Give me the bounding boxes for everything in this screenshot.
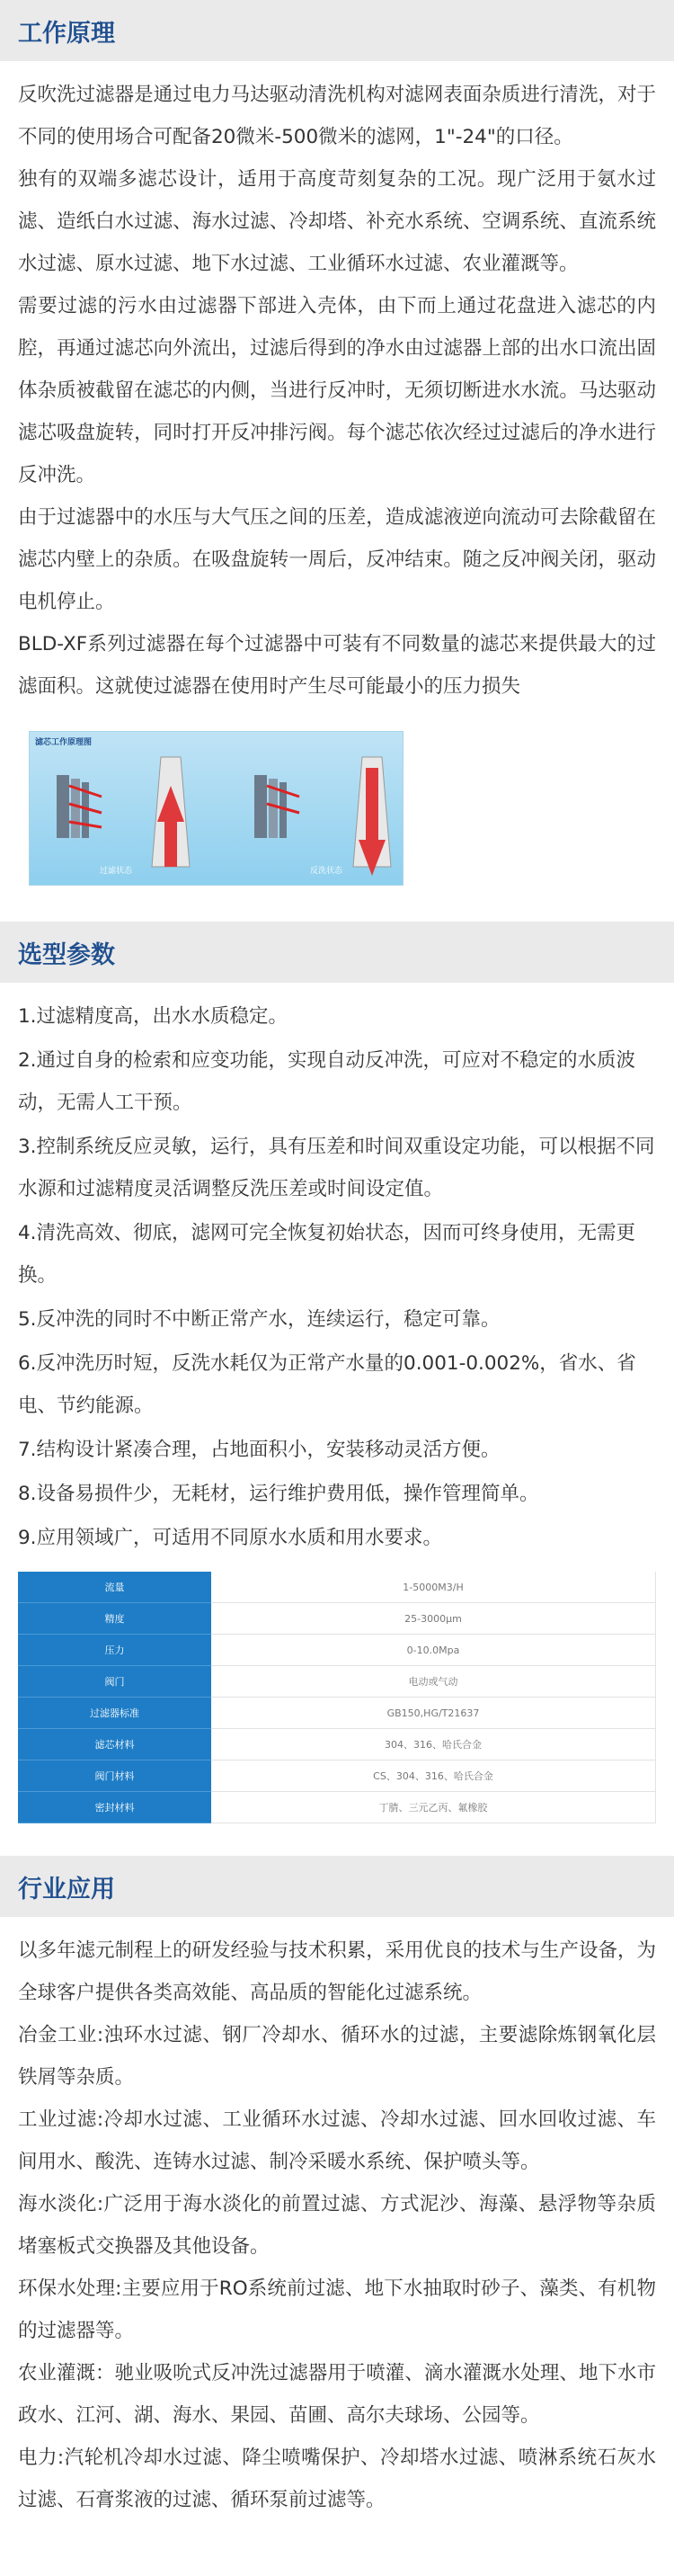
table-row [18,1698,656,1729]
spec-key: 流量 [18,1572,211,1603]
spec-table [18,1572,656,1823]
feature-item: 8.设备易损件少，无耗材，运行维护费用低，操作管理简单。 [18,1483,539,1505]
table-row [18,1572,656,1603]
filter-housing-left [57,775,102,838]
spec-key: 滤芯材料 [18,1729,211,1760]
feature-item: 1.过滤精度高，出水水质稳定。 [18,1005,288,1028]
industry-paragraph: 环保水处理:主要应用于RO系统前过滤、地下水抽取时砂子、藻类、有机物的过滤器等。 [18,2277,656,2342]
industry-section [0,1856,674,2530]
table-row [18,1760,656,1792]
filter-housing-right [254,775,299,838]
feature-item: 2.通过自身的检索和应变功能，实现自动反冲洗，可应对不稳定的水质波动，无需人工干预。 [18,1049,636,1114]
filter-cone-right [353,757,391,876]
spec-key: 过滤器标准 [18,1698,211,1729]
industry-paragraph: 以多年滤元制程上的研发经验与技术积累，采用优良的技术与生产设备，为全球客户提供各类高效能、高品质的智能化过滤系统。 [18,1939,656,2004]
industry-paragraph: 电力:汽轮机冷却水过滤、降尘喷嘴保护、冷却塔水过滤、喷淋系统石灰水过滤、石膏浆液的过滤、循环泵前过滤等。 [18,2447,656,2511]
industry-body [0,1917,674,2530]
spec-value: 304、316、哈氏合金 [211,1729,656,1760]
principle-paragraph: BLD-XF系列过滤器在每个过滤器中可装有不同数量的滤芯来提供最大的过滤面积。这就使过滤器在使用时产生尽可能最小的压力损失 [18,633,656,698]
feature-item: 5.反冲洗的同时不中断正常产水，连续运行，稳定可靠。 [18,1308,501,1331]
industry-paragraph: 海水淡化:广泛用于海水淡化的前置过滤、方式泥沙、海藻、悬浮物等杂质堵塞板式交换器及其他设备。 [18,2193,656,2258]
principle-heading: 工作原理 [0,0,674,61]
spec-value: 电动或气动 [211,1666,656,1698]
diagram-caption-backwash: 反洗状态 [310,867,343,876]
industry-paragraph: 农业灌溉：驰业吸吮式反冲洗过滤器用于喷灌、滴水灌溉水处理、地下水市政水、江河、湖、海水、果园、苗圃、高尔夫球场、公园等。 [18,2362,656,2427]
feature-item: 7.结构设计紧凑合理，占地面积小，安装移动灵活方便。 [18,1439,501,1461]
feature-item: 9.应用领域广，可适用不同原水水质和用水要求。 [18,1527,443,1549]
filter-cone-left [152,757,190,867]
table-row [18,1603,656,1635]
spec-key: 阀门 [18,1666,211,1698]
spec-key: 密封材料 [18,1792,211,1823]
industry-paragraph: 冶金工业:浊环水过滤、钢厂冷却水、循环水的过滤，主要滤除炼钢氧化层铁屑等杂质。 [18,2024,656,2089]
selection-heading: 选型参数 [0,922,674,983]
feature-item: 3.控制系统反应灵敏，运行，具有压差和时间双重设定功能，可以根据不同水源和过滤精度灵活调整反洗压差或时间设定值。 [18,1136,655,1200]
industry-paragraph: 工业过滤:冷却水过滤、工业循环水过滤、冷却水过滤、回水回收过滤、车间用水、酸洗、连铸水过滤、制冷采暖水系统、保护喷头等。 [18,2108,656,2173]
selection-section [0,922,674,1856]
spec-value: GB150,HG/T21637 [211,1698,656,1729]
spec-key: 压力 [18,1635,211,1666]
principle-section [0,0,674,922]
principle-paragraph: 独有的双端多滤芯设计，适用于高度苛刻复杂的工况。现广泛用于氨水过滤、造纸白水过滤、海水过滤、冷却塔、补充水系统、空调系统、直流系统水过滤、原水过滤、地下水过滤、工业循环水过滤、农业灌溉等。 [18,168,656,275]
spec-key: 精度 [18,1603,211,1635]
feature-item: 4.清洗高效、彻底，滤网可完全恢复初始状态，因而可终身使用，无需更换。 [18,1222,636,1287]
spec-value: 25-3000μm [211,1603,656,1635]
diagram-caption-filtering: 过滤状态 [100,867,133,876]
table-row [18,1666,656,1698]
filter-element-diagram [29,731,404,886]
spec-value: CS、304、316、哈氏合金 [211,1760,656,1792]
industry-heading: 行业应用 [0,1856,674,1917]
diagram-illustration [30,732,403,885]
selection-body [0,983,674,1856]
spec-key: 阀门材料 [18,1760,211,1792]
spec-value: 1-5000M3/H [211,1572,656,1603]
principle-paragraph: 需要过滤的污水由过滤器下部进入壳体，由下而上通过花盘进入滤芯的内腔，再通过滤芯向外流出，过滤后得到的净水由过滤器上部的出水口流出固体杂质被截留在滤芯的内侧，当进行反冲时，无须切断进水水流。马达驱动滤芯吸盘旋转，同时打开反冲排污阀。每个滤芯依次经过过滤后的净水进行反冲洗。 [18,295,656,486]
principle-paragraph: 反吹洗过滤器是通过电力马达驱动清洗机构对滤网表面杂质进行清洗，对于不同的使用场合可配备20微米-500微米的滤网，1"-24"的口径。 [18,84,656,148]
diagram-title: 滤芯工作原理图 [35,738,93,747]
spec-value: 0-10.0Mpa [211,1635,656,1666]
principle-body [0,61,674,922]
feature-item: 6.反冲洗历时短，反洗水耗仅为正常产水量的0.001-0.002%，省水、省电、节约能源。 [18,1352,636,1417]
spec-value: 丁腈、三元乙丙、氟橡胶 [211,1792,656,1823]
principle-paragraph: 由于过滤器中的水压与大气压之间的压差，造成滤液逆向流动可去除截留在滤芯内壁上的杂质。在吸盘旋转一周后，反冲结束。随之反冲阀关闭，驱动电机停止。 [18,506,656,613]
table-row [18,1729,656,1760]
table-row [18,1635,656,1666]
table-row [18,1792,656,1823]
